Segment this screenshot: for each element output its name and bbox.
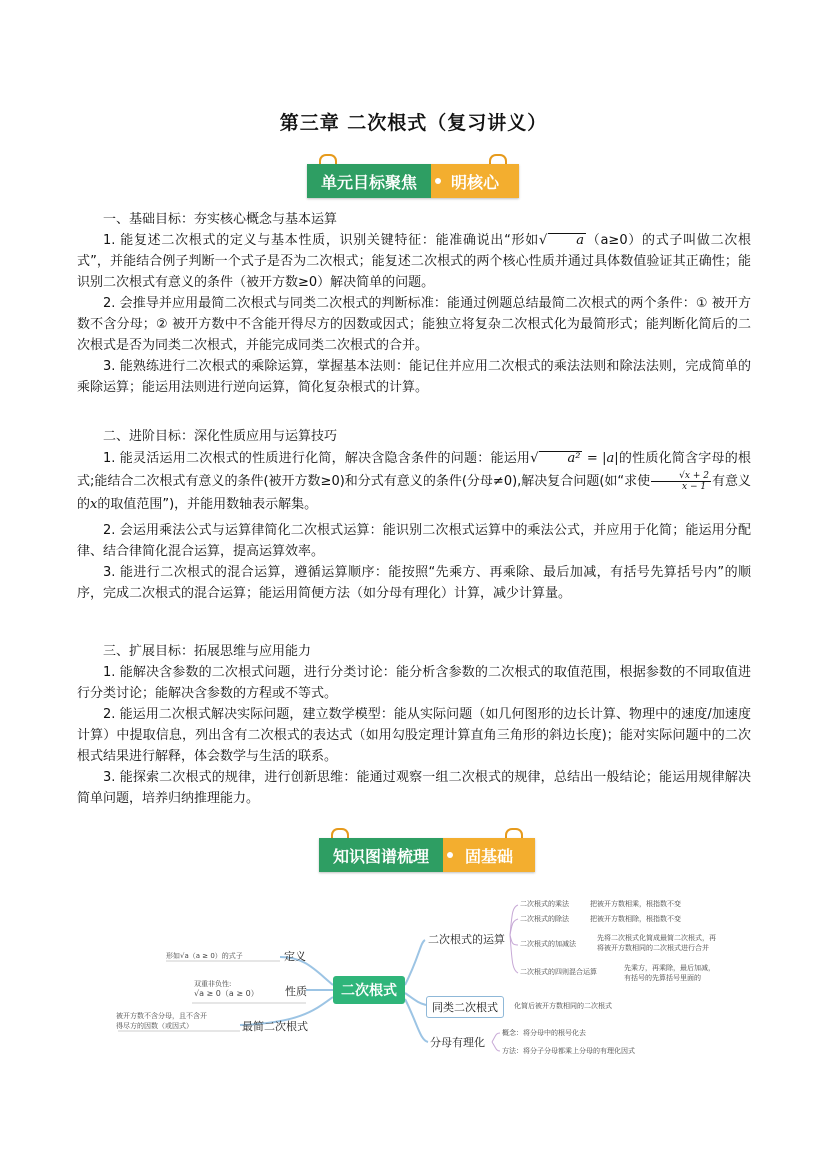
banner-knowledge-map bbox=[319, 828, 535, 872]
banner-label-main: 知识图谱梳理 bbox=[319, 838, 443, 872]
connector-similar bbox=[405, 993, 426, 1005]
connector-operations bbox=[405, 940, 425, 985]
op-item-name: 二次根式的加减法 bbox=[520, 940, 576, 948]
fraction-numerator: √x + 2 bbox=[651, 471, 711, 482]
op-item-name: 二次根式的乘法 bbox=[520, 900, 569, 908]
rationalize-concept: 概念：将分母中的根号化去 bbox=[502, 1029, 586, 1037]
dot-icon bbox=[435, 178, 441, 184]
paragraph: 3. 能进行二次根式的混合运算，遵循运算顺序：能按照“先乘方、再乘除、最后加减，有括号先算括号内”的顺序，完成二次根式的混合运算；能运用简便方法（如分母有理化）计算，减少计算量。 bbox=[77, 565, 751, 601]
text-span: 的性质化简含字母的根式;能结合二次根式有意义的条件(被开方数≥0)和分式有意义的条件(分母≠0),解决复合问题(如“求使 bbox=[77, 451, 751, 489]
section-advanced-goals bbox=[77, 426, 751, 604]
op-item-name: 二次根式的除法 bbox=[520, 915, 569, 923]
banner-label-main: 单元目标聚焦 bbox=[307, 164, 431, 198]
node-operations: 二次根式的运算 bbox=[428, 933, 505, 946]
rationalize-method: 方法：将分子分母都乘上分母的有理化因式 bbox=[502, 1047, 635, 1055]
text-span: 1. 能灵活运用二次根式的性质进行化简，解决含隐含条件的问题：能运用 bbox=[103, 451, 531, 466]
text-span: 的取值范围”)，并能用数轴表示解集。 bbox=[97, 497, 318, 512]
radicand: a bbox=[548, 233, 586, 248]
variable: x bbox=[90, 497, 98, 512]
formula-radicand: a² bbox=[539, 451, 582, 466]
dot-icon bbox=[447, 852, 453, 858]
similar-note: 化简后被开方数相同的二次根式 bbox=[514, 1002, 612, 1010]
connector-rat-item bbox=[492, 1033, 500, 1042]
paragraph: 3. 能熟练进行二次根式的乘除运算，掌握基本法则：能记住并应用二次根式的乘法法则和除法法则，完成简单的乘除运算；能运用法则进行逆向运算，简化复杂根式的计算。 bbox=[77, 359, 751, 395]
radical-sign-icon: √ bbox=[538, 233, 548, 248]
connector-rat-item bbox=[492, 1042, 500, 1051]
banner-unit-goals bbox=[307, 154, 519, 198]
op-item-desc: 先乘方，再乘除，最后加减， bbox=[624, 964, 715, 972]
text-span: （a≥0）的式子叫做二次根式”，并能结合例子判断一个式子是否为二次根式；能复述二次根式的两个核心性质并通过具体数值验证其正确性；能识别二次根式有意义的条件（被开方数≥0）解决简单的问题。 bbox=[77, 233, 751, 290]
node-rationalize: 分母有理化 bbox=[430, 1036, 485, 1049]
node-definition: 定义 bbox=[284, 950, 306, 963]
section-basic-goals bbox=[77, 209, 751, 398]
fraction bbox=[651, 471, 711, 492]
definition-note: 形如√a（a ≥ 0）的式子 bbox=[166, 952, 243, 960]
connector-op-item bbox=[510, 935, 518, 945]
page-title: 第三章 二次根式（复习讲义） bbox=[279, 112, 548, 134]
paragraph: 1. 能解决含参数的二次根式问题，进行分类讨论：能分析含参数的二次根式的取值范围，根据参数的不同取值进行分类讨论；能解决含参数的方程或不等式。 bbox=[77, 665, 751, 701]
op-item-desc: 先将二次根式化简成最简二次根式，再 bbox=[597, 934, 716, 942]
paragraph: 3. 能探索二次根式的规律，进行创新思维：能通过观察一组二次根式的规律，总结出一般结论；能运用规律解决简单问题，培养归纳推理能力。 bbox=[77, 770, 751, 806]
op-item-desc: 把被开方数相乘，根指数不变 bbox=[590, 900, 681, 908]
paragraph: 2. 会运用乘法公式与运算律简化二次根式运算：能识别二次根式运算中的乘法公式，并应用于化简；能运用分配律、结合律简化混合运算，提高运算效率。 bbox=[77, 523, 751, 559]
section-heading: 二、进阶目标：深化性质应用与运算技巧 bbox=[103, 429, 338, 444]
node-similar: 同类二次根式 bbox=[426, 996, 504, 1018]
text-span: 1. 能复述二次根式的定义与基本性质，识别关键特征：能准确说出“形如 bbox=[103, 233, 539, 248]
paragraph bbox=[77, 230, 751, 293]
op-item-desc: 把被开方数相除，根指数不变 bbox=[590, 915, 681, 923]
node-simplest: 最简二次根式 bbox=[242, 1020, 308, 1033]
section-extended-goals bbox=[77, 641, 751, 809]
op-item-name: 二次根式的四则混合运算 bbox=[520, 968, 597, 976]
paragraph bbox=[77, 447, 751, 516]
property-note-1: 双重非负性: bbox=[194, 980, 232, 988]
node-property: 性质 bbox=[285, 985, 307, 998]
fraction-denominator: x − 1 bbox=[682, 482, 707, 492]
paragraph: 2. 会推导并应用最简二次根式与同类二次根式的判断标准：能通过例题总结最简二次根式的两个条件：① 被开方数不含分母；② 被开方数中不含能开得尽方的因数或因式；能独立将复杂二次根式化为最简形式；能判断化简后的二次根式是否为同类二次根式，并能完成同类二次根式的合并。 bbox=[77, 296, 751, 353]
simplest-note-1: 被开方数不含分母，且不含开 bbox=[116, 1012, 207, 1020]
formula-rest: = |a| bbox=[582, 451, 619, 466]
paragraph: 2. 能运用二次根式解决实际问题，建立数学模型：能从实际问题（如几何图形的边长计算、物理中的速度/加速度计算）中提取信息，列出含有二次根式的表达式（如用勾股定理计算直角三角形的斜边长度)；能对实际问题中的二次根式结果进行解释，体会数学与生活的联系。 bbox=[77, 707, 751, 764]
section-heading: 三、扩展目标：拓展思维与应用能力 bbox=[103, 644, 312, 659]
text-span: 有意义的 bbox=[77, 474, 751, 512]
radical-sign-icon: √ bbox=[530, 451, 539, 466]
banner-label-accent: 固基础 bbox=[464, 846, 513, 866]
section-heading: 一、基础目标：夯实核心概念与基本运算 bbox=[103, 212, 338, 227]
op-item-desc-2: 将被开方数相同的二次根式进行合并 bbox=[597, 944, 709, 952]
mind-map-center: 二次根式 bbox=[333, 976, 405, 1004]
op-item-desc-2: 有括号的先算括号里面的 bbox=[624, 974, 701, 982]
simplest-note-2: 得尽方的因数（或因式） bbox=[116, 1022, 193, 1030]
property-note-2: √a ≥ 0（a ≥ 0） bbox=[194, 989, 259, 998]
banner-label-accent: 明核心 bbox=[450, 172, 499, 192]
mind-map bbox=[100, 885, 740, 1065]
